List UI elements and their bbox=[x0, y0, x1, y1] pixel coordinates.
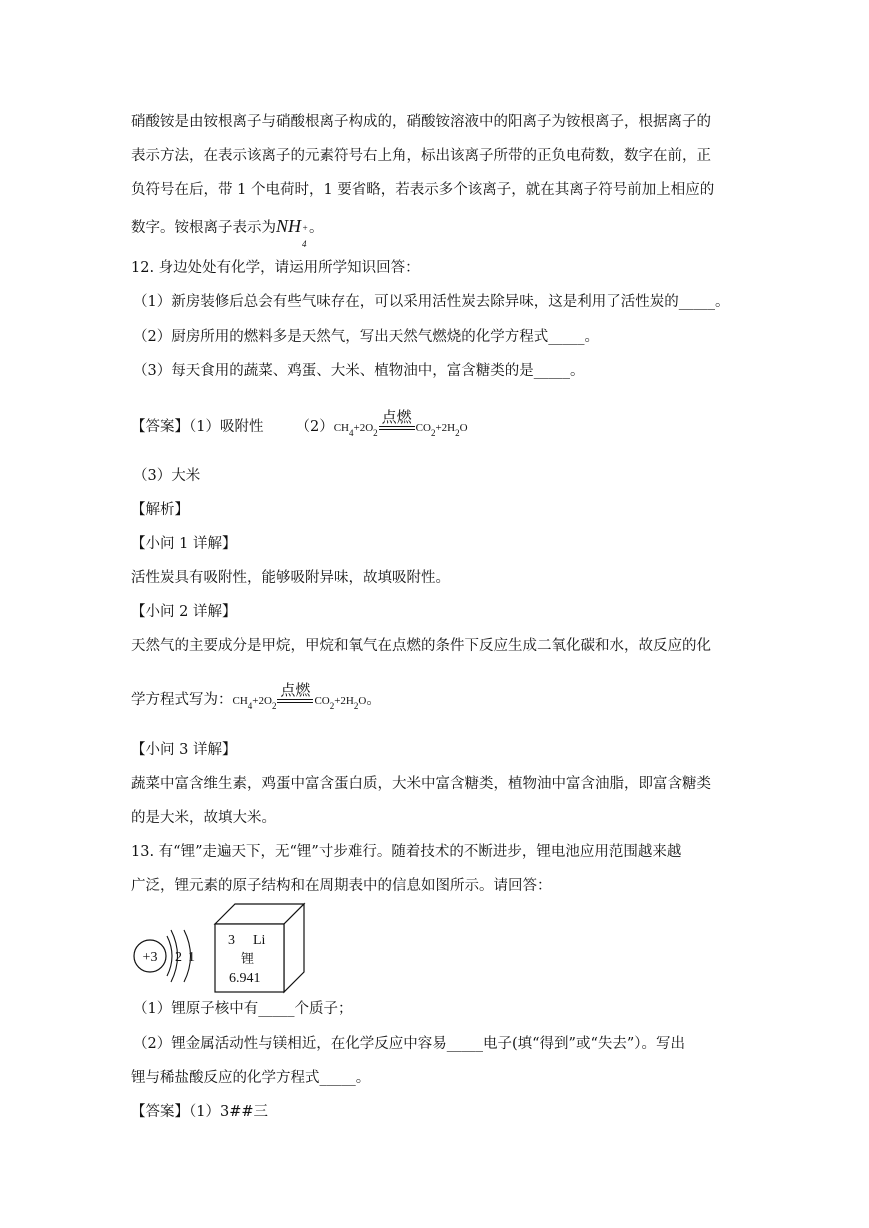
question-stem: 广泛，锂元素的原子结构和在周期表中的信息如图所示。请回答： bbox=[131, 878, 552, 894]
element-mass: 6.941 bbox=[229, 971, 261, 986]
ion-base: NH bbox=[276, 216, 302, 236]
sub-question: （1）新房装修后总会有些气味存在，可以采用活性炭去除异味，这是利用了活性炭的_____。 bbox=[133, 294, 730, 310]
sub-question: （2）厨房所用的燃料多是天然气，写出天然气燃烧的化学方程式_____。 bbox=[133, 329, 599, 345]
nucleus-charge: +3 bbox=[142, 950, 158, 965]
chemical-equation: $CH_4+2O_2$ 点燃 $CO_2+2H_2O$ bbox=[333, 410, 468, 438]
text-line: 表示方法，在表示该离子的元素符号右上角，标出该离子所带的正负电荷数，数字在前，正 bbox=[131, 148, 711, 164]
lithium-figure bbox=[131, 898, 311, 998]
text-span: 。 bbox=[309, 220, 324, 236]
sub-question: （2）锂金属活动性与镁相近，在化学反应中容易_____电子(填“得到”或“失去”）。写出 bbox=[133, 1036, 686, 1052]
shell-electrons-1: 2 bbox=[175, 950, 182, 965]
text-line bbox=[131, 685, 381, 711]
text-line: 的是大米，故填大米。 bbox=[131, 810, 276, 826]
answer-line bbox=[131, 412, 468, 438]
shell-electrons-2: 1 bbox=[188, 950, 195, 965]
electron-shell-arc bbox=[167, 936, 172, 976]
text-line: 硝酸铵是由铵根离子与硝酸根离子构成的，硝酸铵溶液中的阳离子为铵根离子，根据离子的 bbox=[131, 114, 711, 130]
answer-part: （1）吸附性 bbox=[189, 419, 264, 435]
text-line: 蔬菜中富含维生素，鸡蛋中富含蛋白质，大米中富含糖类，植物油中富含油脂，即富含糖类 bbox=[131, 776, 711, 792]
ion-charge: + bbox=[302, 223, 309, 233]
text-line: 天然气的主要成分是甲烷，甲烷和氧气在点燃的条件下反应生成二氧化碳和水，故反应的化 bbox=[131, 638, 711, 654]
answer-label: 【答案】 bbox=[131, 419, 189, 435]
sub-heading: 【小问 3 详解】 bbox=[131, 742, 237, 758]
answer-part: （3）大米 bbox=[133, 468, 201, 484]
text-span: 数字。铵根离子表示为 bbox=[131, 220, 276, 236]
text-line: 活性炭具有吸附性，能够吸附异味，故填吸附性。 bbox=[131, 570, 450, 586]
ion-subscript: 4 bbox=[302, 239, 307, 249]
answer-part: （1）3##三 bbox=[189, 1104, 268, 1120]
text-span: 。 bbox=[366, 692, 381, 708]
sub-question: 锂与稀盐酸反应的化学方程式_____。 bbox=[131, 1070, 371, 1086]
sub-question: （1）锂原子核中有_____个质子； bbox=[133, 1001, 353, 1017]
question-stem: 12. 身边处处有化学，请运用所学知识回答： bbox=[131, 260, 420, 276]
answer-part: （2） bbox=[295, 419, 334, 435]
question-stem: 13. 有“锂”走遍天下，无“锂”寸步难行。随着技术的不断进步，锂电池应用范围越来越 bbox=[131, 844, 682, 860]
lithium-diagram bbox=[131, 898, 311, 998]
element-name: 锂 bbox=[241, 952, 255, 967]
answer-line bbox=[131, 1102, 268, 1122]
ion-formula bbox=[276, 216, 309, 249]
sub-heading: 【小问 1 详解】 bbox=[131, 536, 237, 552]
text-line: 负符号在后，带 1 个电荷时，1 要省略，若表示多个该离子，就在其离子符号前加上相应的 bbox=[131, 182, 715, 198]
reaction-condition: 点燃 bbox=[277, 683, 313, 709]
sub-heading: 【小问 2 详解】 bbox=[131, 604, 237, 620]
answer-label: 【答案】 bbox=[131, 1104, 189, 1120]
element-symbol: Li bbox=[253, 933, 266, 948]
text-span: 学方程式写为： bbox=[131, 692, 233, 708]
analysis-heading: 【解析】 bbox=[131, 502, 189, 518]
chemical-equation: $CH_4+2O_2$ 点燃 $CO_2+2H_2O$ bbox=[232, 683, 367, 711]
element-number: 3 bbox=[228, 933, 235, 948]
text-line bbox=[131, 216, 324, 249]
reaction-condition: 点燃 bbox=[379, 410, 415, 436]
sub-question: （3）每天食用的蔬菜、鸡蛋、大米、植物油中，富含糖类的是_____。 bbox=[133, 363, 585, 379]
